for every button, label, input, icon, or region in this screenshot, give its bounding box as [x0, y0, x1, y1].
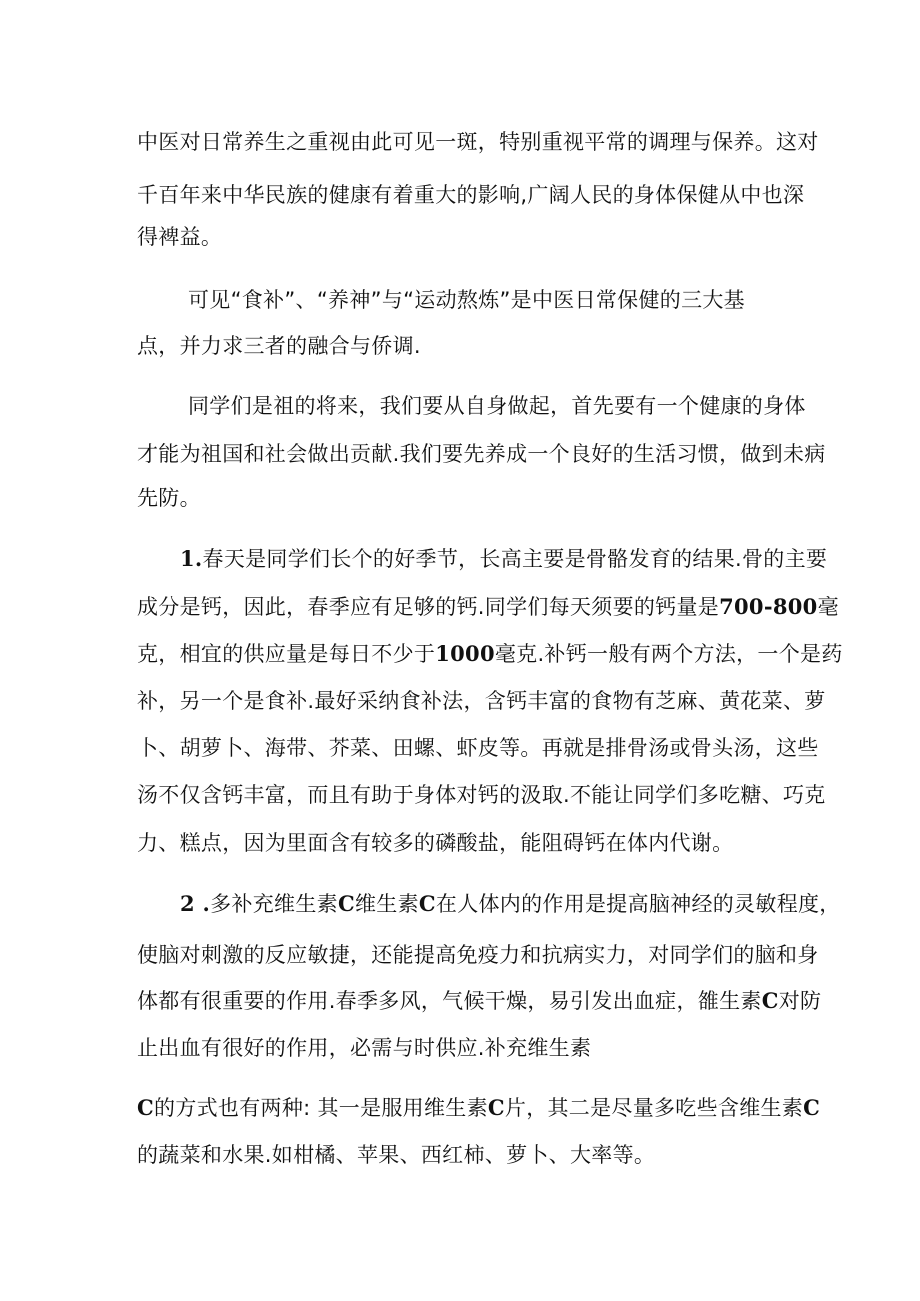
daily-supply-amount: 1000 — [435, 641, 495, 666]
list-number-2: 2 . — [180, 891, 211, 916]
calcium-amount: 700-800 — [719, 594, 818, 619]
paragraph-5-line-3 — [137, 981, 822, 1021]
vitamin-c-letter: C — [137, 1095, 155, 1120]
vitamin-c-letter: C — [487, 1095, 505, 1120]
paragraph-4-line-3-text-b: 毫克.补钙一般有两个方法，一个是药 — [494, 642, 843, 666]
paragraph-4-line-5: 卜、胡萝卜、海带、芥菜、田螺、虾皮等。再就是排骨汤或骨头汤，这些 — [137, 736, 819, 760]
paragraph-3-line-3: 先防。 — [137, 486, 201, 510]
paragraph-5-line-3-text-a: 体都有很重要的作用.春季多风，气候干燥，易引发出血症，雒生素 — [137, 989, 762, 1013]
paragraph-3-line-1: 同学们是祖的将来，我们要从自身做起，首先要有一个健康的身体 — [188, 394, 806, 418]
paragraph-4-line-4: 补，另一个是食补.最好采纳食补法，含钙丰富的食物有芝麻、黄花菜、萝 — [137, 689, 826, 713]
paragraph-6-line-1-text-b: 片，其二是尽量多吃些含维生素 — [504, 1096, 804, 1120]
paragraph-4-line-2-text: 成分是钙，因此，春季应有足够的钙.同学们每天须要的钙量是 — [137, 595, 720, 619]
paragraph-1-line-1: 中医对日常养生之重视由此可见一斑，特别重视平常的调理与保养。这对 — [137, 130, 819, 154]
list-number-1: 1. — [180, 546, 203, 571]
paragraph-3-line-2: 才能为祖国和社会做出贡献.我们要先养成一个良好的生活习惯，做到未病 — [137, 442, 826, 466]
paragraph-4-line-1 — [180, 539, 828, 579]
paragraph-1-line-2: 千百年来中华民族的健康有着重大的影响,广阔人民的身体保健从中也深 — [137, 183, 805, 207]
paragraph-5-line-1-text-b: 维生素 — [354, 892, 419, 916]
paragraph-4-line-7: 力、糕点，因为里面含有较多的磷酸盐，能阻碍钙在体内代谢。 — [137, 831, 734, 855]
paragraph-5-line-2: 使脑对刺激的反应敏捷，还能提高免疫力和抗病实力，对同学们的脑和身 — [137, 943, 819, 967]
paragraph-5-line-3-text-b: 对防 — [778, 989, 822, 1013]
paragraph-4-line-3-text-a: 克，相宜的供应量是每日不少于 — [137, 642, 436, 666]
paragraph-4-line-6: 汤不仅含钙丰富，而且有助于身体对钙的汲取.不能让同学们多吃糖、巧克 — [137, 783, 826, 807]
paragraph-6-line-2: 的蔬菜和水果.如柑橘、苹果、西红柿、萝卜、大率等。 — [137, 1143, 656, 1167]
vitamin-c-letter: C — [803, 1095, 821, 1120]
paragraph-4-line-2 — [137, 587, 839, 627]
paragraph-5-line-1-text-c: 在人体内的作用是提高脑神经的灵敏程度， — [435, 892, 841, 916]
paragraph-4-line-1-text: 春天是同学们长个的好季节，长高主要是骨骼发育的结果.骨的主要 — [202, 547, 828, 571]
vitamin-c-letter: C — [418, 891, 436, 916]
paragraph-2-line-1: 可见“食补”、“养神”与“运动熬炼”是中医日常保健的三大基 — [188, 288, 745, 312]
paragraph-2-line-2: 点，并力求三者的融合与侨调. — [137, 334, 421, 358]
paragraph-5-line-1-text-a: 多补充维生素 — [210, 892, 338, 916]
paragraph-5-line-1 — [180, 884, 841, 924]
paragraph-4-line-3 — [137, 634, 843, 674]
paragraph-4-line-2-unit: 毫 — [817, 595, 839, 619]
vitamin-c-letter: C — [761, 988, 779, 1013]
paragraph-1-line-3: 得裨益。 — [137, 225, 223, 249]
paragraph-5-line-4: 止出血有很好的作用，必需与时供应.补充维生素 — [137, 1036, 592, 1060]
paragraph-6-line-1-text-a: 的方式也有两种: 其一是服用维生素 — [154, 1096, 488, 1120]
paragraph-6-line-1 — [137, 1088, 821, 1128]
vitamin-c-letter: C — [337, 891, 355, 916]
